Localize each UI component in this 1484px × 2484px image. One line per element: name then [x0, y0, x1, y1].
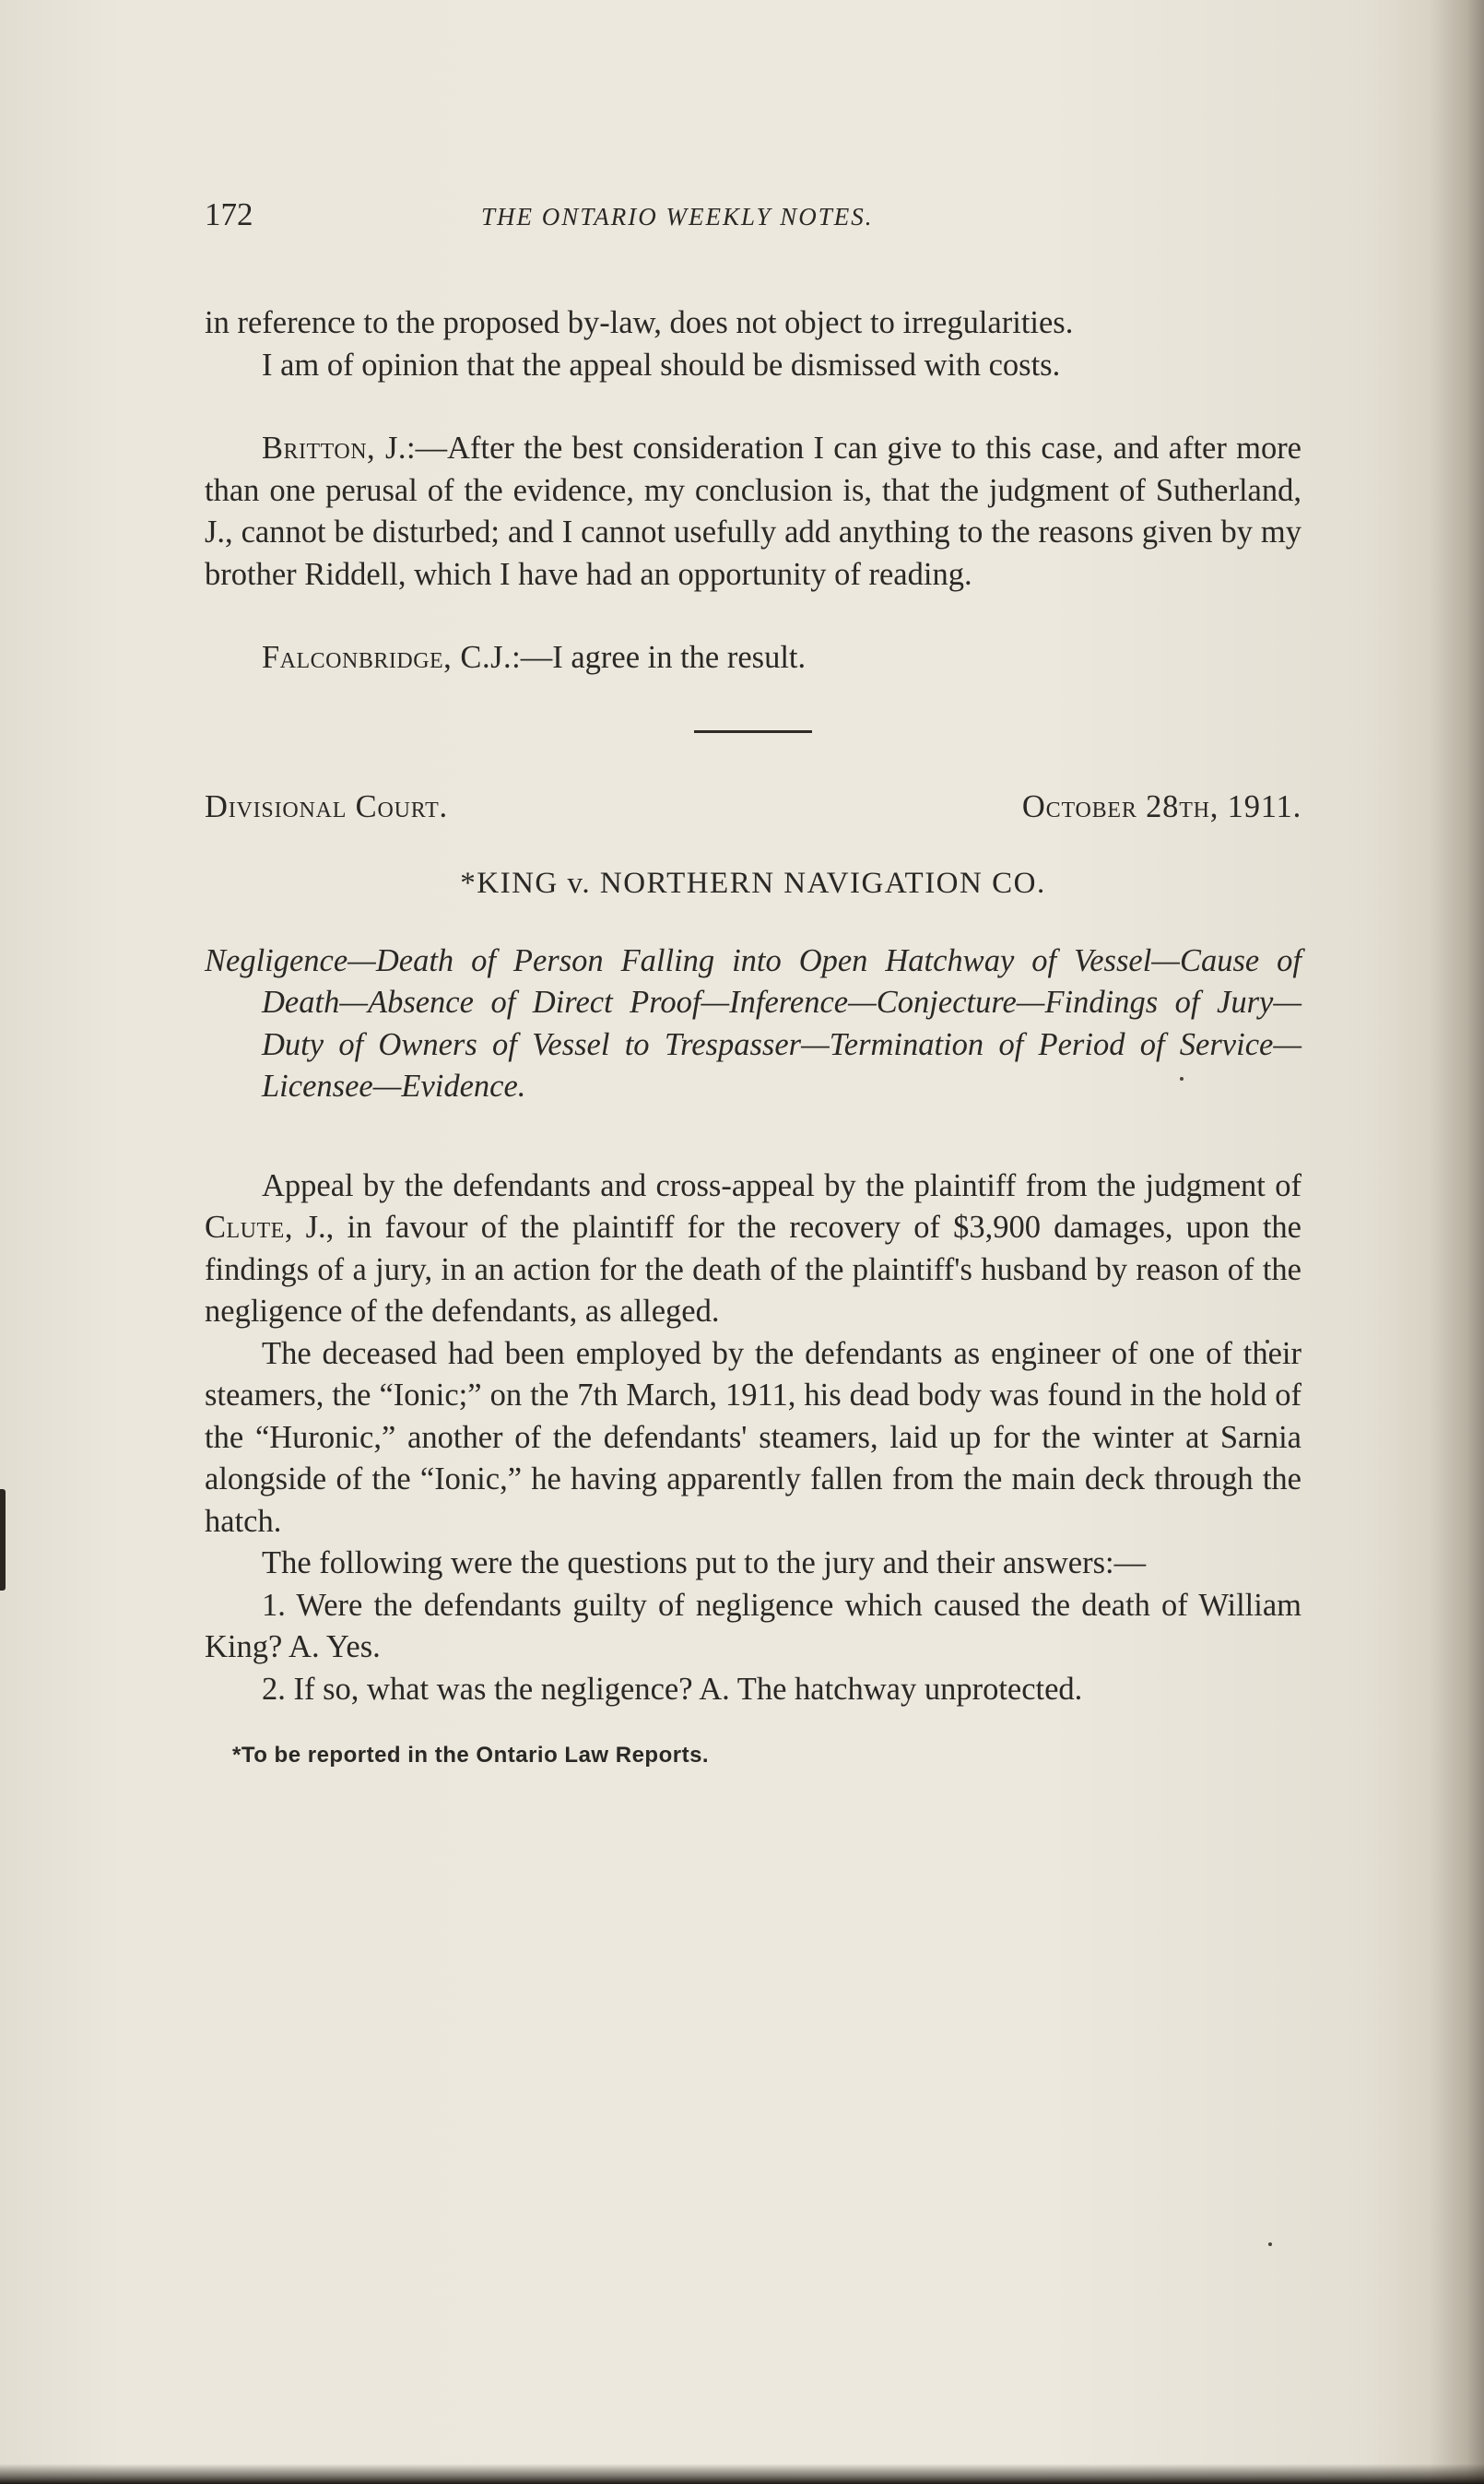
page-content — [205, 194, 1301, 1769]
judge-name-britton: Britton, J. — [262, 431, 407, 466]
margin-mark — [0, 1489, 6, 1591]
britton-text: :—After the best consideration I can give to this case, and after more than one perusal of the evidence, my conclusion is, that the judgment of Sutherland, J., cannot be disturbed; and I cannot usefully add anything to the reasons given by my brother Riddell, which I have had an opportunity of reading. — [205, 431, 1301, 592]
falconbridge-text: :—I agree in the result. — [512, 640, 807, 675]
jury-questions — [205, 1585, 1301, 1711]
paragraph-appeal — [205, 1165, 1301, 1333]
spine-shadow — [1429, 0, 1484, 2484]
ink-speck — [1268, 2242, 1272, 2246]
appeal-text-start: Appeal by the defendants and cross-appeal by the plaintiff from the judgment of — [262, 1167, 1301, 1203]
jury-question-2: 2. If so, what was the negligence? A. The hatchway unprotected. — [262, 1671, 1083, 1707]
paragraph-continuation: in reference to the proposed by-law, does not object to irregularities. — [205, 305, 1074, 340]
court-name: Divisional Court. — [205, 788, 448, 824]
headnote: Negligence—Death of Person Falling into Open Hatchway of Vessel—Cause of Death—Absence of Direct Proof—Inference—Conjecture—Findings of Jury—Duty of Owners of Vessel to Trespasser—Termination of Period of Service—Licensee—Evidence. — [205, 942, 1301, 1104]
paragraph-falconbridge — [205, 637, 1301, 680]
page-header — [205, 194, 1301, 249]
case-title: *KING v. NORTHERN NAVIGATION CO. — [460, 867, 1046, 900]
decision-date: October 28th, 1911. — [1021, 788, 1301, 824]
appeal-text-end: , J., in favour of the plaintiff for the recovery of $3,900 damages, upon the findings of a jury, in an action for the death of the plaintiff's husband by reason of the negligence of the defendants, as alleged. — [205, 1210, 1301, 1329]
page-bottom-edge — [0, 2464, 1484, 2484]
paragraph-questions-intro: The following were the questions put to the jury and their answers:— — [262, 1545, 1147, 1580]
paragraph-britton — [205, 428, 1301, 596]
footnote: *To be reported in the Ontario Law Reports. — [232, 1743, 710, 1768]
court-date-line — [205, 787, 1301, 829]
judge-name-falconbridge: Falconbridge, C.J. — [262, 640, 512, 675]
page-number: 172 — [205, 196, 253, 232]
jury-question-1: 1. Were the defendants guilty of negligence which caused the death of William King? A. Yes. — [205, 1587, 1301, 1664]
trial-judge-name: Clute — [205, 1210, 285, 1245]
paragraph-deceased: The deceased had been employed by the defendants as engineer of one of their steamers, the “Ionic;” on the 7th March, 1911, his dead body was found in the hold of the “Huronic,” another of the defendants' steamers, laid up for the winter at Sarnia alongside of the “Ionic,” he having apparently fallen from the main deck through the hatch. — [205, 1335, 1301, 1539]
paragraph-opinion: I am of opinion that the appeal should be dismissed with costs. — [262, 347, 1061, 383]
running-title: THE ONTARIO WEEKLY NOTES. — [481, 203, 874, 231]
section-divider — [694, 730, 812, 733]
